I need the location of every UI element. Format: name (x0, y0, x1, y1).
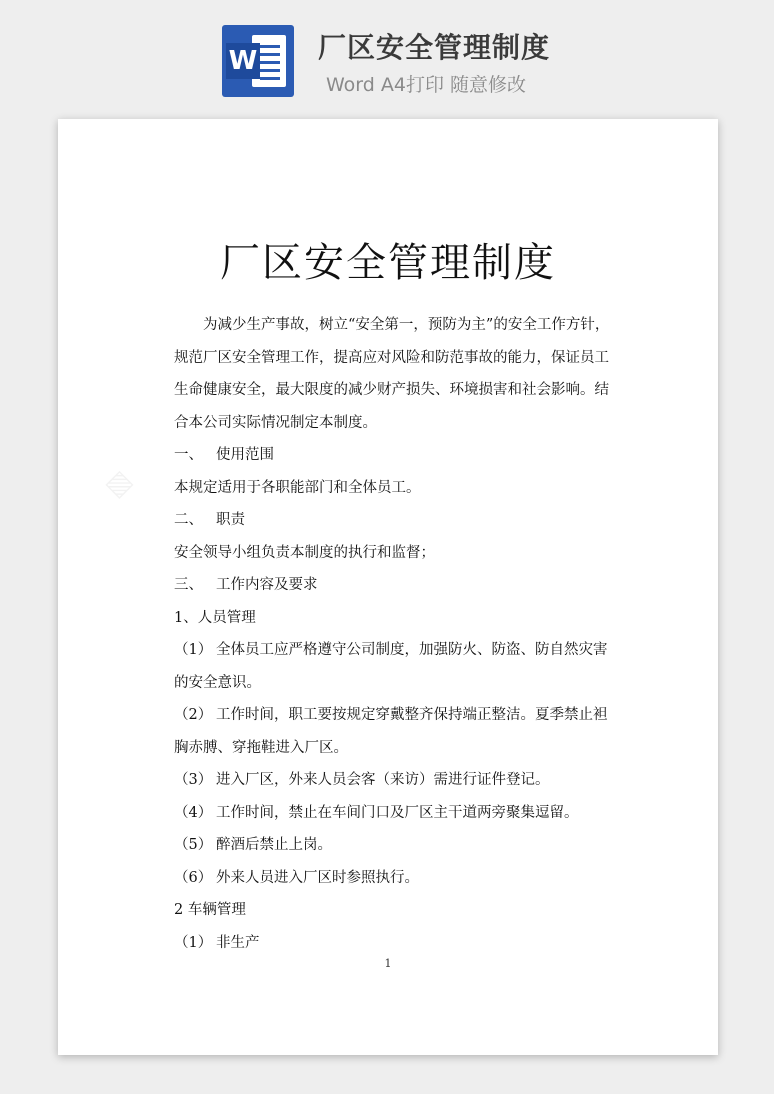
list-item (174, 829, 604, 862)
list-item (174, 927, 604, 960)
section-text: 工作内容及要求 (216, 577, 318, 593)
section-number: 二、 (174, 512, 203, 528)
paragraph-line: 为减少生产事故，树立“安全第一，预防为主”的安全工作方针， (203, 317, 610, 333)
section-number: 一、 (174, 447, 203, 463)
header-title: 厂区安全管理制度 (318, 31, 551, 64)
item-text: 工作时间，职工要按规定穿戴整齐保持端正整洁。夏季禁止袒 (216, 707, 608, 723)
paragraph-line: 合本公司实际情况制定本制度。 (174, 414, 377, 431)
section-heading (174, 569, 604, 602)
item-number: （1） (174, 642, 213, 658)
section-heading (174, 504, 604, 537)
section-body: 本规定适用于各职能部门和全体员工。 (174, 479, 421, 496)
item-text: 全体员工应严格遵守公司制度，加强防火、防盗、防自然灾害 (216, 642, 608, 658)
item-text: 外来人员进入厂区时参照执行。 (216, 869, 419, 886)
section-text: 使用范围 (216, 447, 274, 463)
document-body (174, 309, 610, 959)
word-doc-icon (222, 25, 294, 97)
list-item (174, 862, 604, 895)
document-page (58, 119, 718, 1055)
list-item (174, 699, 608, 732)
item-text: 醉酒后禁止上岗。 (216, 837, 332, 853)
item-number: （3） (174, 772, 213, 788)
section-body: 安全领导小组负责本制度的执行和监督； (174, 544, 435, 561)
item-text: 非生产 (216, 934, 260, 951)
word-icon-letter: W (226, 43, 260, 79)
section-heading (174, 439, 604, 472)
subsection-heading: 2 车辆管理 (174, 902, 246, 918)
list-item-continuation: 的安全意识。 (174, 674, 261, 691)
list-item (174, 764, 604, 797)
page-number: 1 (384, 957, 392, 970)
list-item (174, 634, 608, 667)
header (0, 0, 774, 112)
list-item-continuation: 胸赤膊、穿拖鞋进入厂区。 (174, 739, 348, 756)
header-subtitle: Word A4打印 随意修改 (326, 74, 527, 96)
section-text: 职责 (216, 512, 245, 528)
item-number: （2） (174, 707, 213, 723)
item-number: （5） (174, 837, 213, 853)
list-item (174, 797, 604, 830)
item-number: （1） (174, 934, 213, 951)
item-text: 工作时间，禁止在车间门口及厂区主干道两旁聚集逗留。 (216, 804, 579, 821)
item-number: （4） (174, 804, 213, 821)
section-number: 三、 (174, 577, 203, 593)
paragraph-line: 生命健康安全，最大限度的减少财产损失、环境损害和社会影响。结 (174, 382, 609, 398)
subsection-heading: 1、人员管理 (174, 609, 256, 626)
watermark: ▨ (100, 464, 140, 504)
item-number: （6） (174, 869, 213, 886)
document-title: 厂区安全管理制度 (220, 240, 556, 286)
paragraph-line: 规范厂区安全管理工作，提高应对风险和防范事故的能力，保证员工 (174, 349, 609, 366)
item-text: 进入厂区，外来人员会客（来访）需进行证件登记。 (216, 772, 550, 788)
